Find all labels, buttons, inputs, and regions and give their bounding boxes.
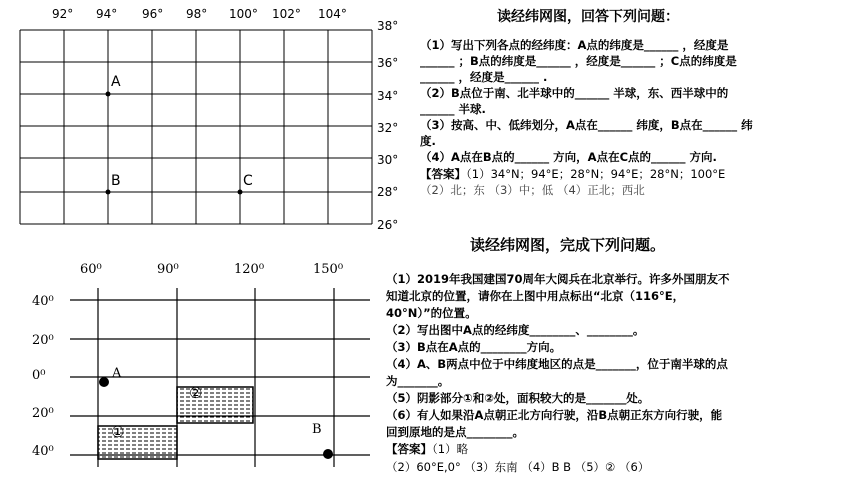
- point-b-dot: [323, 449, 333, 459]
- question-line: 为_______。: [386, 374, 450, 388]
- question-line: ______ ；B点的纬度是______ ，经度是______ ；C点的纬度是: [420, 54, 737, 68]
- region-2-label: ②: [189, 384, 203, 402]
- region-1-label: ①: [111, 423, 125, 441]
- point-a-dot: [106, 92, 111, 97]
- top-lon-label: 92°: [52, 7, 74, 21]
- top-lat-label: 32°: [377, 121, 399, 135]
- point-a-label: A: [111, 74, 121, 90]
- bottom-lon-label: 60⁰: [80, 262, 102, 277]
- top-lat-label: 28°: [377, 185, 399, 199]
- question-line: （5）阴影部分①和②处，面积较大的是_______处。: [386, 391, 650, 405]
- answer-label: 【答案】: [420, 167, 466, 181]
- top-lon-label: 104°: [318, 7, 347, 21]
- question-line: （1）2019年我国建国70周年大阅兵在北京举行。许多外国朋友不: [386, 272, 730, 286]
- bottom-answer-line2: （2）60°E,0° （3）东南 （4）B B （5）② （6）: [386, 460, 650, 474]
- top-lat-label: 38°: [377, 19, 399, 33]
- bottom-lon-label: 90⁰: [157, 262, 179, 277]
- question-line: 度.: [420, 134, 436, 148]
- bottom-lon-label: 150⁰: [313, 262, 344, 277]
- question-line: 40°N）”的位置。: [386, 306, 477, 320]
- bottom-answer: [386, 442, 468, 457]
- point-a-label: A: [112, 366, 122, 381]
- bottom-lat-label: 20⁰: [32, 333, 54, 348]
- bottom-lat-label: 40⁰: [32, 444, 54, 459]
- top-lon-label: 96°: [142, 7, 164, 21]
- point-b-label: B: [111, 173, 121, 189]
- point-b-dot: [106, 190, 111, 195]
- bottom-grid: [0, 255, 380, 484]
- question-line: （3）按高、中、低纬划分，A点在______ 纬度，B点在______ 纬: [420, 118, 753, 132]
- top-lon-label: 100°: [229, 7, 258, 21]
- top-grid: [0, 0, 400, 235]
- question-line: （1）写出下列各点的经纬度：A点的纬度是______ ，经度是: [420, 38, 729, 52]
- top-lon-label: 102°: [272, 7, 301, 21]
- question-line: （6）有人如果沿A点朝正北方向行驶，沿B点朝正东方向行驶，能: [386, 408, 723, 422]
- answer-text: （1）34°N；94°E；28°N；94°E；28°N；100°E: [466, 167, 726, 181]
- question-line: 知道北京的位置，请你在上图中用点标出“北京（116°E，: [386, 289, 685, 303]
- point-c-dot: [238, 190, 243, 195]
- point-c-label: C: [243, 173, 253, 189]
- shaded-region-1: [98, 426, 177, 459]
- top-lon-label: 98°: [186, 7, 208, 21]
- question-line: ______ 半球.: [420, 102, 486, 116]
- bottom-lat-label: 0⁰: [32, 368, 46, 383]
- top-lat-label: 30°: [377, 153, 399, 167]
- question-line: （3）B点在A点的________方向。: [386, 340, 562, 354]
- top-answer: [420, 167, 725, 182]
- point-a-dot: [99, 377, 109, 387]
- question-line: （2）B点位于南、北半球中的______ 半球，东、西半球中的: [420, 86, 729, 100]
- question-line: （4）A、B两点中位于中纬度地区的点是_______，位于南半球的点: [386, 357, 728, 371]
- bottom-title: 读经纬网图，完成下列问题。: [470, 236, 666, 254]
- answer-label: 【答案】: [386, 442, 432, 456]
- question-line: （2）写出图中A点的经纬度________、________。: [386, 323, 645, 337]
- top-lat-label: 34°: [377, 89, 399, 103]
- top-lat-label: 26°: [377, 218, 399, 232]
- bottom-lat-label: 20⁰: [32, 406, 54, 421]
- top-lon-label: 94°: [96, 7, 118, 21]
- question-line: ______ ，经度是______ .: [420, 70, 548, 84]
- point-b-label: B: [312, 422, 322, 437]
- top-answer-line2: （2）北；东 （3）中；低 （4）正北；西北: [420, 183, 645, 197]
- top-title: 读经纬网图，回答下列问题：: [497, 9, 679, 25]
- question-line: 回到原地的是点________。: [386, 425, 524, 439]
- top-lat-label: 36°: [377, 56, 399, 70]
- bottom-lat-label: 40⁰: [32, 294, 54, 309]
- answer-text: （1）略: [432, 442, 469, 456]
- bottom-lon-label: 120⁰: [234, 262, 265, 277]
- question-line: （4）A点在B点的______ 方向，A点在C点的______ 方向.: [420, 150, 717, 164]
